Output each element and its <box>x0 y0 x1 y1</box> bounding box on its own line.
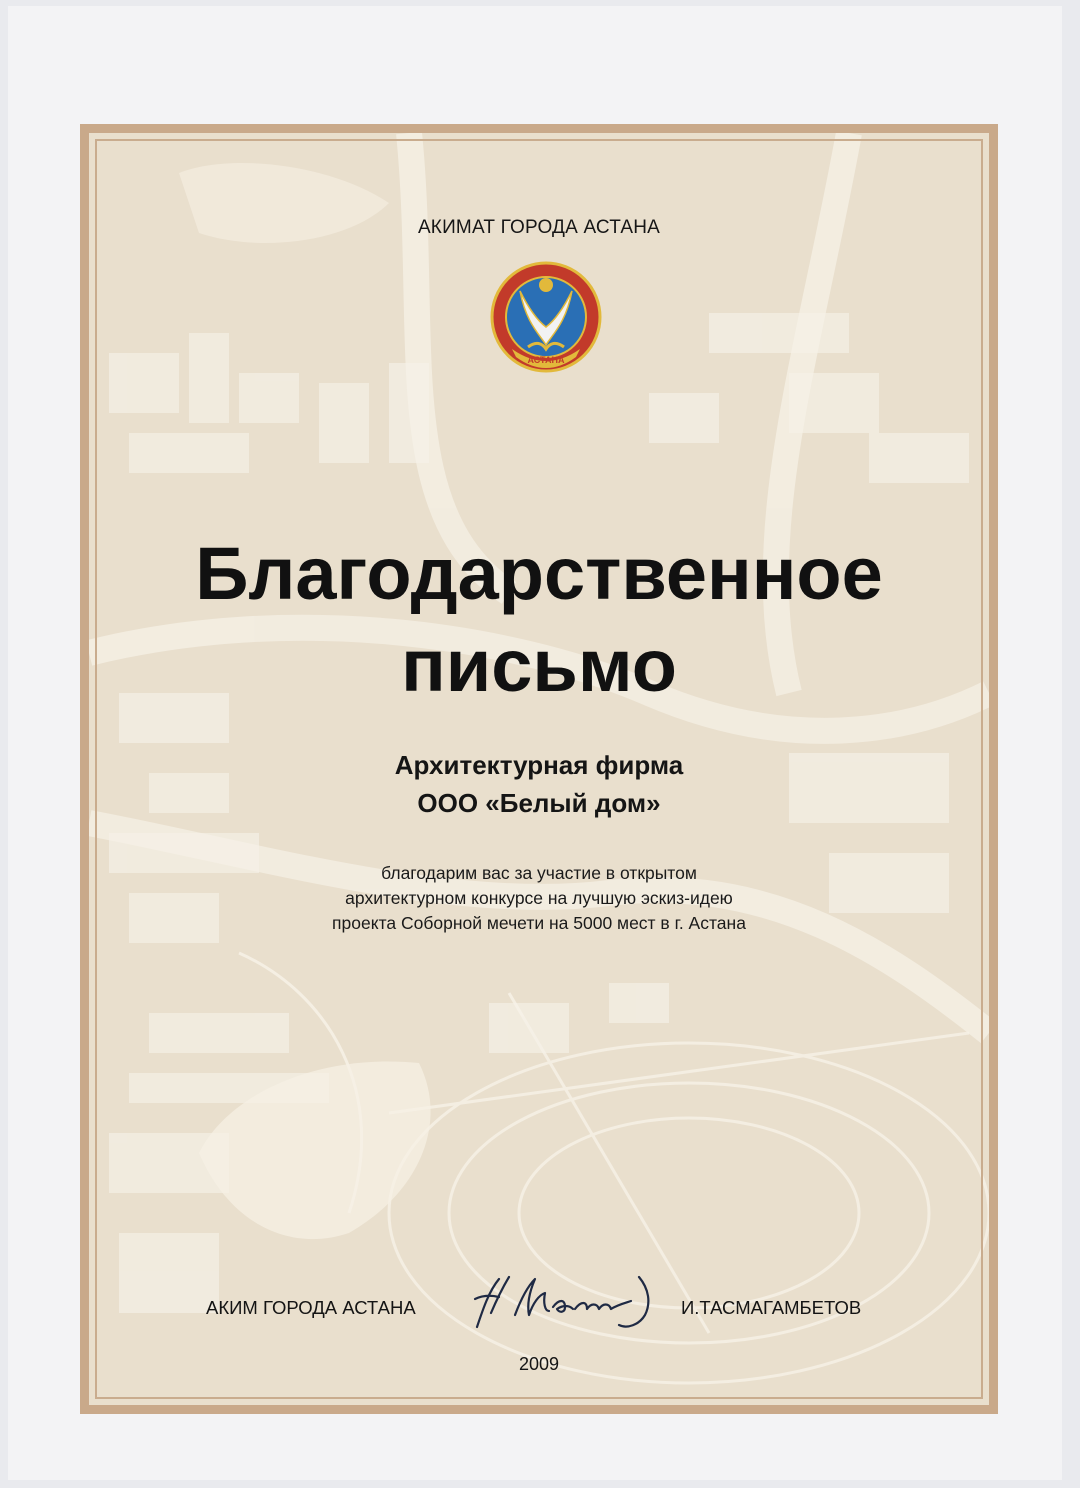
astana-emblem-icon <box>490 261 602 373</box>
message-line-2: архитектурном конкурсе на лучшую эскиз-идею <box>345 888 733 908</box>
gratitude-message <box>89 861 989 936</box>
signer-name: И.ТАСМАГАМБЕТОВ <box>681 1297 862 1318</box>
emblem-label: АСТАНА <box>527 355 565 365</box>
document-year: 2009 <box>518 1354 560 1374</box>
signature-graphic <box>469 1269 669 1335</box>
title-line-2: письмо <box>401 624 677 707</box>
signer-title: АКИМ ГОРОДА АСТАНА <box>206 1297 416 1318</box>
recipient-line-1: Архитектурная фирма <box>394 750 684 780</box>
certificate-frame <box>80 124 998 1414</box>
recipient-line-2: ООО «Белый дом» <box>417 788 661 818</box>
message-line-1: благодарим вас за участие в открытом <box>381 863 697 883</box>
document-sheet <box>8 6 1062 1480</box>
document-title <box>89 528 989 712</box>
issuing-organization: АКИМАТ ГОРОДА АСТАНА <box>417 217 661 238</box>
message-line-3: проекта Соборной мечети на 5000 мест в г. Астана <box>332 913 746 933</box>
certificate-content <box>89 133 989 1405</box>
title-line-1: Благодарственное <box>195 532 883 615</box>
recipient <box>89 746 989 822</box>
